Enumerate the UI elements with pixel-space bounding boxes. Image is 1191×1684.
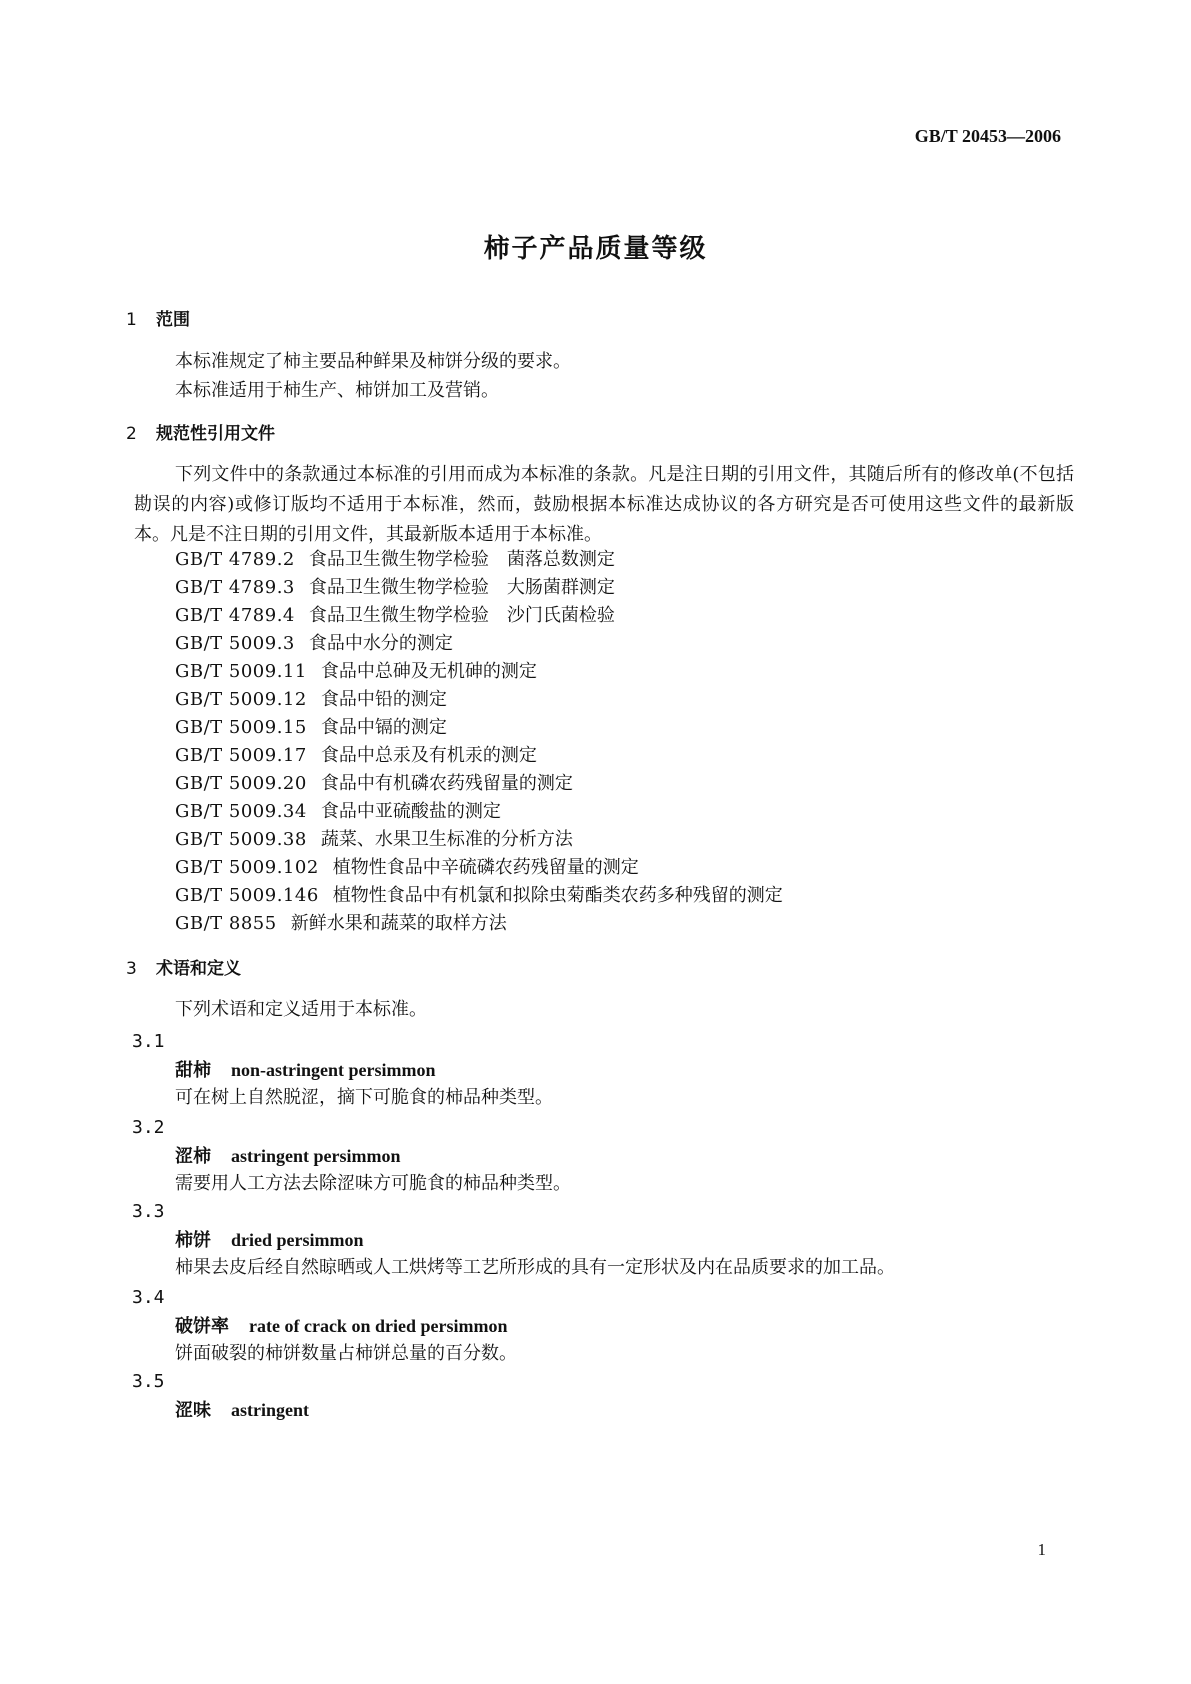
reference-item: GB/T 5009.12 食品中铅的测定 [175, 689, 447, 710]
paragraph: 本标准规定了柿主要品种鲜果及柿饼分级的要求。 [175, 351, 571, 372]
clause-number: 3.1 [132, 1031, 165, 1052]
term-heading: 涩味 astringent [175, 1400, 309, 1421]
clause-number: 3.3 [132, 1201, 165, 1222]
term-definition: 需要用人工方法去除涩味方可脆食的柿品种类型。 [175, 1173, 571, 1194]
reference-item: GB/T 8855 新鲜水果和蔬菜的取样方法 [175, 913, 507, 934]
term-definition: 饼面破裂的柿饼数量占柿饼总量的百分数。 [175, 1343, 517, 1364]
reference-item: GB/T 5009.15 食品中镉的测定 [175, 717, 447, 738]
paragraph: 下列术语和定义适用于本标准。 [175, 999, 427, 1020]
reference-item: GB/T 5009.34 食品中亚硫酸盐的测定 [175, 801, 501, 822]
clause-number: 3.5 [132, 1371, 165, 1392]
section-3-heading: 3 术语和定义 [126, 959, 241, 979]
paragraph: 本标准适用于柿生产、柿饼加工及营销。 [175, 380, 499, 401]
clause-number: 3.4 [132, 1287, 165, 1308]
reference-item: GB/T 5009.146 植物性食品中有机氯和拟除虫菊酯类农药多种残留的测定 [175, 885, 783, 906]
term-heading: 甜柿 non-astringent persimmon [175, 1060, 436, 1081]
reference-item: GB/T 5009.3 食品中水分的测定 [175, 633, 453, 654]
reference-item: GB/T 5009.102 植物性食品中辛硫磷农药残留量的测定 [175, 857, 639, 878]
standard-id: GB/T 20453—2006 [914, 126, 1061, 146]
reference-item: GB/T 4789.2 食品卫生微生物学检验 菌落总数测定 [175, 549, 615, 570]
page-number: 1 [1037, 1540, 1046, 1559]
term-definition: 柿果去皮后经自然晾晒或人工烘烤等工艺所形成的具有一定形状及内在品质要求的加工品。 [175, 1257, 895, 1278]
term-heading: 涩柿 astringent persimmon [175, 1146, 401, 1167]
clause-number: 3.2 [132, 1117, 165, 1138]
section-2-intro: 下列文件中的条款通过本标准的引用而成为本标准的条款。凡是注日期的引用文件，其随后所有的修改单(不包括勘误的内容)或修订版均不适用于本标准，然而，鼓励根据本标准达成协议的各方研究是否可使用这些文件的最新版本。凡是不注日期的引用文件，其最新版本适用于本标准。 [134, 464, 1074, 545]
page-title: 柿子产品质量等级 [483, 234, 708, 264]
reference-item: GB/T 4789.4 食品卫生微生物学检验 沙门氏菌检验 [175, 605, 615, 626]
reference-item: GB/T 4789.3 食品卫生微生物学检验 大肠菌群测定 [175, 577, 615, 598]
reference-item: GB/T 5009.17 食品中总汞及有机汞的测定 [175, 745, 537, 766]
reference-item: GB/T 5009.20 食品中有机磷农药残留量的测定 [175, 773, 573, 794]
term-definition: 可在树上自然脱涩，摘下可脆食的柿品种类型。 [175, 1087, 553, 1108]
reference-item: GB/T 5009.11 食品中总砷及无机砷的测定 [175, 661, 537, 682]
section-2-heading: 2 规范性引用文件 [126, 424, 275, 444]
section-1-heading: 1 范围 [126, 310, 190, 330]
term-heading: 柿饼 dried persimmon [175, 1230, 364, 1251]
term-heading: 破饼率 rate of crack on dried persimmon [175, 1316, 508, 1337]
reference-item: GB/T 5009.38 蔬菜、水果卫生标准的分析方法 [175, 829, 573, 850]
